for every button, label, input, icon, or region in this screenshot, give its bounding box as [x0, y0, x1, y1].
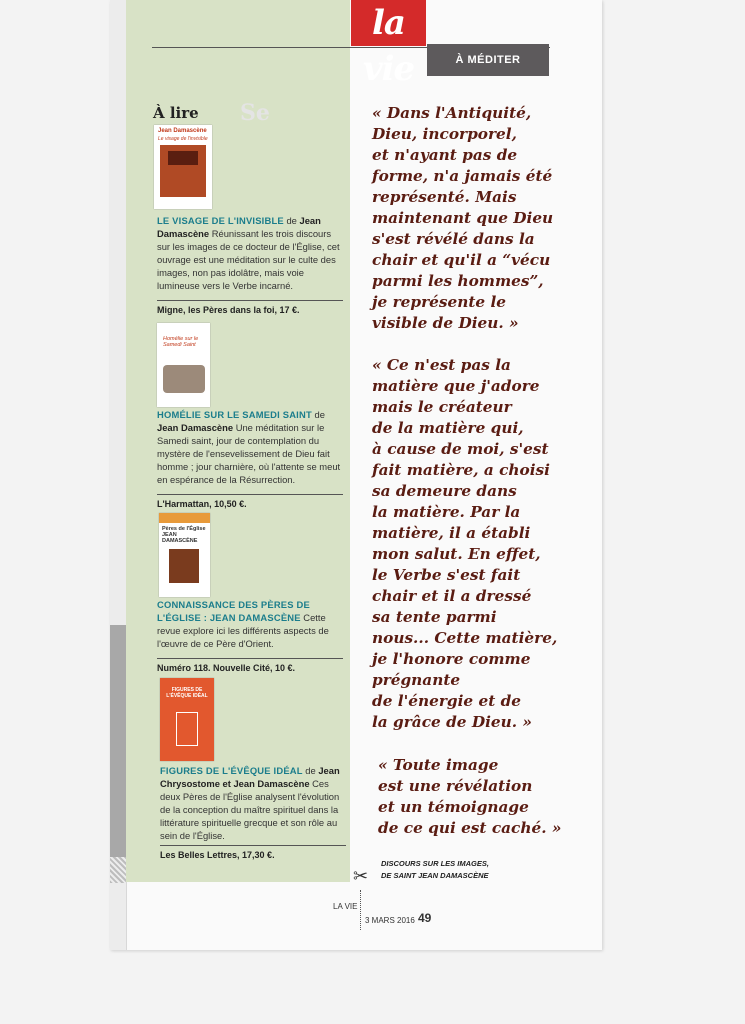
quote-line: nous... Cette matière, [372, 629, 558, 647]
book-description: Une méditation sur le Samedi saint, jour de contemplation du mystère de l'ensevelissement de Dieu fait homme ; jour charnière, où l'attente se meut en espérance de la Résurrection. [157, 422, 341, 485]
magazine-logo [351, 0, 426, 89]
quote-line: est une révélation [378, 777, 533, 795]
folio-date: 3 MARS 2016 [365, 916, 415, 925]
quote-2 [372, 355, 587, 733]
book-publisher: Migne, les Pères dans la foi, 17 €. [157, 300, 343, 317]
cover-title-text: Pères de l'Église [162, 526, 206, 532]
quote-line: « Toute image [378, 756, 499, 774]
cut-line [360, 890, 361, 930]
quote-line: de l'énergie et de [372, 692, 522, 710]
quote-line: visible de Dieu. » [372, 314, 519, 332]
quote-line: et n'ayant pas de [372, 146, 518, 164]
book-author: Jean Damascène [157, 422, 234, 433]
book-author: Jean Chrysostome et Jean Damascène [160, 765, 340, 789]
quote-line: sa tente parmi [372, 608, 497, 626]
reading-heading: À lire [153, 104, 199, 122]
quote-line: mais le créateur [372, 398, 512, 416]
quote-line: à cause de moi, s'est [372, 440, 549, 458]
quote-line: chair et il a dressé [372, 587, 532, 605]
quote-line: la grâce de Dieu. » [372, 713, 532, 731]
book-entry-3 [157, 598, 343, 673]
quote-3 [378, 755, 593, 839]
cover-image [160, 145, 206, 197]
author-prefix: de [311, 409, 325, 420]
book-description: Réunissant les trois discours sur les images de ce docteur de l'Église, cet ouvrage est une méditation sur le culte des images, non pas idolâtre, mais voie lumineuse vers le Verbe incarné. [157, 228, 340, 291]
folio-magazine: LA VIE [333, 902, 358, 911]
cover-title: Homélie sur le Samedi Saint [163, 336, 199, 348]
book-entry-2 [157, 408, 343, 509]
quote-line: de ce qui est caché. » [378, 819, 562, 837]
book-cover-4 [160, 678, 214, 761]
quote-source [381, 858, 489, 882]
quote-line: matière, il a établi [372, 524, 531, 542]
quote-line: maintenant que Dieu [372, 209, 554, 227]
book-cover-1 [154, 125, 212, 209]
quote-line: matière que j'adore [372, 377, 540, 395]
book-description: Cette revue explore ici les différents aspects de l'œuvre de ce Père d'Orient. [157, 612, 329, 649]
cover-title: FIGURES DE L'ÉVÊQUE IDÉAL [166, 687, 208, 699]
quote-line: parmi les hommes”, [372, 272, 544, 290]
source-line-2: DE SAINT JEAN DAMASCÈNE [381, 871, 489, 880]
quote-line: de la matière qui, [372, 419, 524, 437]
book-entry-4 [160, 764, 346, 860]
book-title: FIGURES DE L'ÉVÊQUE IDÉAL [160, 765, 303, 776]
quote-line: prégnante [372, 671, 461, 689]
cover-author: Jean Damascène [158, 128, 207, 134]
quote-line: sa demeure dans [372, 482, 517, 500]
book-publisher: Les Belles Lettres, 17,30 €. [160, 845, 346, 862]
cover-image [169, 549, 199, 583]
quote-line: je l'honore comme [372, 650, 531, 668]
book-publisher: Numéro 118. Nouvelle Cité, 10 €. [157, 658, 343, 675]
section-tag: À MÉDITER [427, 44, 549, 76]
book-entry-1 [157, 214, 343, 315]
quote-line: le Verbe s'est fait [372, 566, 521, 584]
quote-line: et un témoignage [378, 798, 529, 816]
book-title: HOMÉLIE SUR LE SAMEDI SAINT [157, 409, 312, 420]
quote-line: « Ce n'est pas la [372, 356, 511, 374]
cover-title: Le visage de l'invisible [158, 136, 208, 142]
show-through-text: Se [240, 100, 270, 126]
quote-line: « Dans l'Antiquité, [372, 104, 532, 122]
quote-line: je représente le [372, 293, 507, 311]
spine-grey-band [110, 625, 126, 857]
cover-author: JEAN DAMASCÈNE [162, 532, 198, 544]
quote-line: chair et qu'il a “vécu [372, 251, 551, 269]
logo-text: la vie [362, 3, 415, 89]
book-cover-3 [159, 513, 210, 597]
quote-line: fait matière, a choisi [372, 461, 550, 479]
book-title: CONNAISSANCE DES PÈRES DE L'ÉGLISE : JEAN DAMASCÈNE [157, 599, 310, 623]
quote-line: la matière. Par la [372, 503, 521, 521]
book-description: Ces deux Pères de l'Église analysent l'évolution de la conception du maître spirituel dans la littérature spirituelle grecque et son rôle au sein de l'Église. [160, 778, 340, 841]
spine-hatch [110, 857, 126, 883]
quote-line: s'est révélé dans la [372, 230, 535, 248]
cover-image [176, 712, 198, 746]
quote-line: Dieu, incorporel, [372, 125, 517, 143]
author-prefix: de [283, 215, 300, 226]
cover-image [163, 365, 205, 393]
quote-line: mon salut. En effet, [372, 545, 541, 563]
source-line-1: DISCOURS SUR LES IMAGES, [381, 859, 489, 868]
book-publisher: L'Harmattan, 10,50 €. [157, 494, 343, 511]
cover-band [159, 513, 210, 523]
book-title: LE VISAGE DE L'INVISIBLE [157, 215, 284, 226]
scissors-icon: ✂ [353, 866, 369, 886]
book-author: Jean Damascène [157, 215, 321, 239]
quote-line: forme, n'a jamais été [372, 167, 553, 185]
author-prefix: de [302, 765, 319, 776]
book-cover-2 [157, 323, 210, 407]
quote-1 [372, 103, 587, 334]
quote-line: représenté. Mais [372, 188, 517, 206]
page-number: 49 [418, 911, 432, 925]
cover-title [162, 526, 210, 544]
